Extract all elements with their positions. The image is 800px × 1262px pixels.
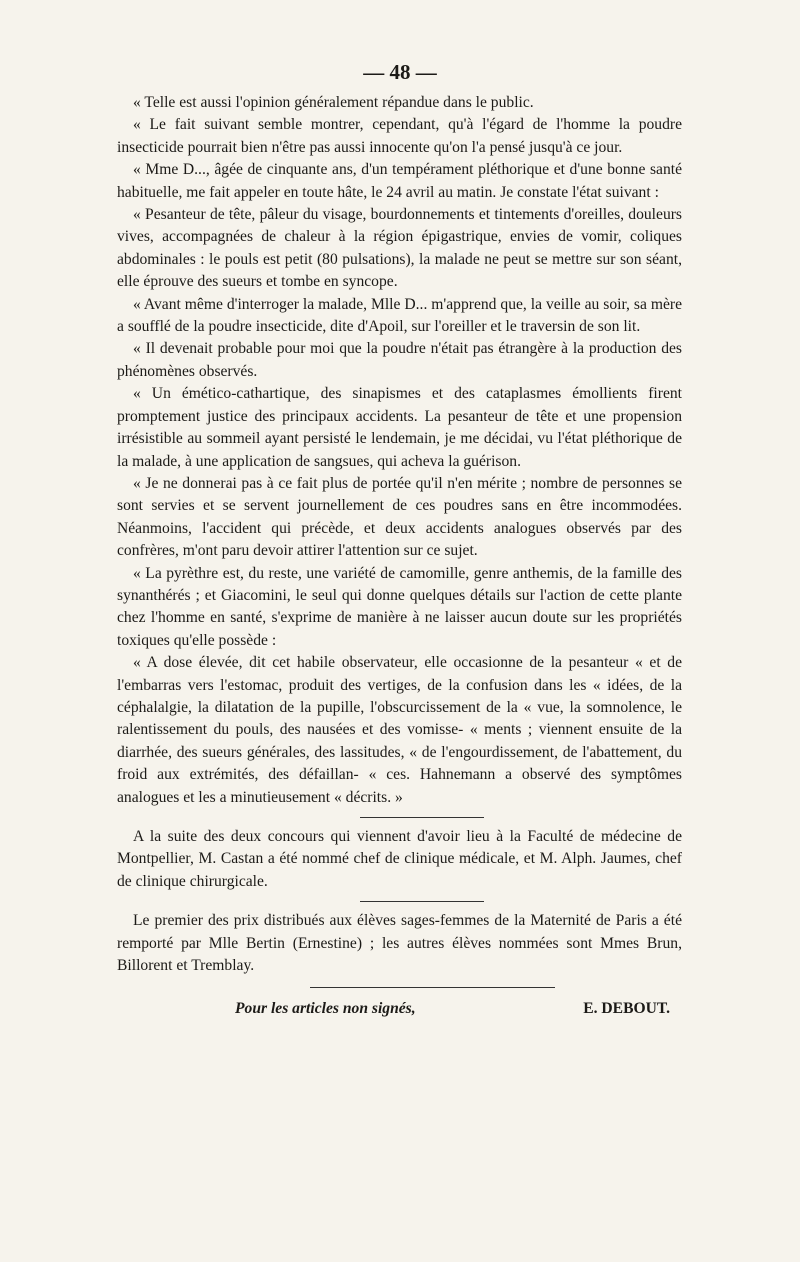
signature-note: Pour les articles non signés,	[235, 1000, 416, 1018]
signature-divider	[310, 987, 555, 988]
news-item: Le premier des prix distribués aux élèves sages-femmes de la Maternité de Paris a été remporté par Mlle Bertin (Ernestine) ; les autres élèves nommées sont Mmes Brun, Billorent et Tremblay.	[117, 912, 682, 975]
page-number: — 48 —	[363, 60, 437, 84]
paragraph: « Pesanteur de tête, pâleur du visage, bourdonnements et tintements d'oreilles, douleurs vives, accompagnées de chaleur à la région épigastrique, envies de vomir, coliques abdominales : le pouls est petit (80 pulsations), la malade ne peut se mettre sur son séant, elle éprouve des sueurs et tombe en syncope.	[117, 206, 682, 291]
quotation-paragraph: « A dose élevée, dit cet habile observateur, elle occasionne de la pesanteur « et de l'embarras vers l'estomac, produit des vertiges, de la confusion dans les « idées, de la céphalalgie, la dilatation de la pupille, l'obscurcissement de la « vue, la somnolence, le ralentissement du pouls, des nausées et des vomisse- « ments ; viennent ensuite de la diarrhée, des sueurs générales, des lassitudes, « de l'engourdissement, de l'abattement, du froid aux extrémités, des défaillan- « ces. Hahnemann a observé des symptômes analogues et les a minutieusement « décrits. »	[117, 654, 682, 806]
news-item: A la suite des deux concours qui viennent d'avoir lieu à la Faculté de médecine de Montpellier, M. Castan a été nommé chef de clinique médicale, et M. Alph. Jaumes, chef de clinique chirurgicale.	[117, 828, 682, 890]
body-text	[117, 92, 682, 1021]
paragraph: « La pyrèthre est, du reste, une variété de camomille, genre anthemis, de la famille des synanthérés ; et Giacomini, le seul qui donne quelques détails sur l'action de cette plante chez l'homme en santé, s'exprime de manière à ne laisser aucun doute sur les propriétés toxiques qu'elle possède :	[117, 564, 682, 649]
paragraph: « Un émético-cathartique, des sinapismes et des cataplasmes émollients firent promptement justice des principaux accidents. La pesanteur de tête et une propension irrésistible au sommeil ayant persisté le lendemain, je me décidai, vu l'état pléthorique de la malade, à une application de sangsues, qui acheva la guérison.	[117, 385, 682, 470]
paragraph: « Il devenait probable pour moi que la poudre n'était pas étrangère à la production des phénomènes observés.	[117, 340, 682, 380]
paragraph: « Mme D..., âgée de cinquante ans, d'un tempérament pléthorique et d'une bonne santé habituelle, me fait appeler en toute hâte, le 24 avril au matin. Je constate l'état suivant :	[117, 161, 682, 201]
signature-line	[117, 998, 682, 1020]
paragraph: « Telle est aussi l'opinion généralement répandue dans le public.	[133, 94, 534, 111]
paragraph: « Je ne donnerai pas à ce fait plus de portée qu'il n'en mérite ; nombre de personnes se sont servies et se servent journellement de ces poudres sans en être incommodées. Néanmoins, l'accident qui précède, et deux accidents analogues observés par des confrères, m'ont paru devoir attirer l'attention sur ce sujet.	[117, 474, 682, 560]
paragraph: « Le fait suivant semble montrer, cependant, qu'à l'égard de l'homme la poudre insecticide pourrait bien n'être pas aussi innocente qu'on l'a pensé jusqu'à ce jour.	[117, 116, 682, 156]
paragraph: « Avant même d'interroger la malade, Mlle D... m'apprend que, la veille au soir, sa mère a soufflé de la poudre insecticide, dite d'Apoil, sur l'oreiller et le traversin de son lit.	[117, 295, 682, 336]
section-divider	[360, 817, 484, 818]
editor-name: E. DEBOUT.	[583, 1000, 670, 1018]
section-divider	[360, 901, 484, 902]
